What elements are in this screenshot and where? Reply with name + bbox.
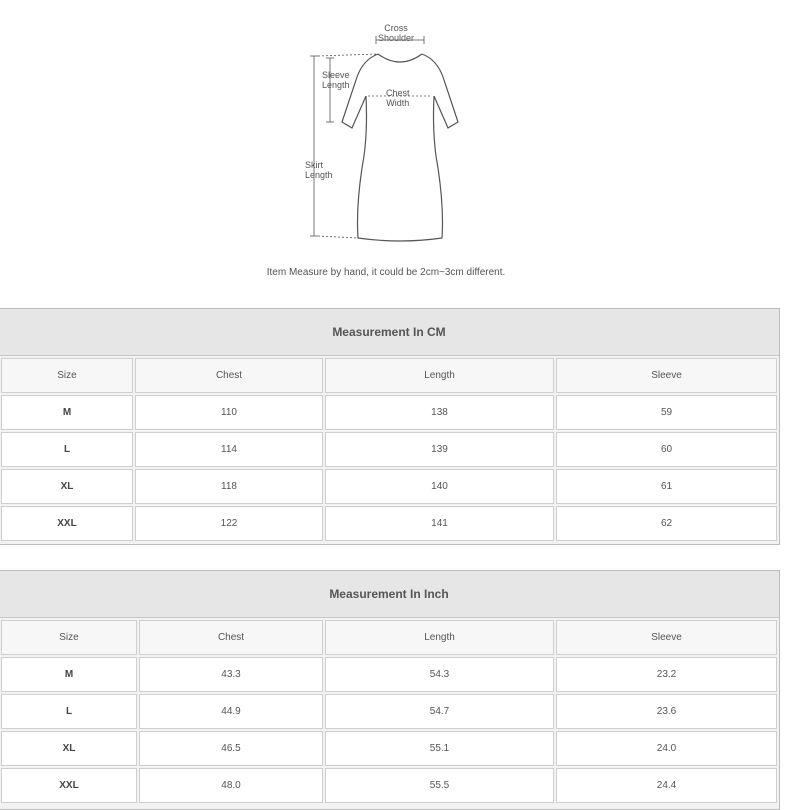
header-sleeve: Sleeve [556,358,777,393]
length-cell: 141 [325,506,554,541]
table-row [1,694,777,729]
sleeve-length-label [322,70,350,90]
cross-shoulder-label-line2: Shoulder [378,33,415,43]
length-cell: 140 [325,469,554,504]
table-row [1,506,777,541]
chest-cell: 122 [135,506,323,541]
sleeve-length-label-line1: Sleeve [322,70,350,80]
header-length: Length [325,358,554,393]
length-cell: 54.7 [325,694,554,729]
skirt-length-label [305,160,333,180]
cm-size-table [0,308,780,545]
sleeve-cell: 61 [556,469,777,504]
length-cell: 54.3 [325,657,554,692]
skirt-length-label-line1: Skirt [305,160,323,170]
chest-cell: 44.9 [139,694,323,729]
length-cell: 55.1 [325,731,554,766]
sleeve-cell: 62 [556,506,777,541]
header-size: Size [1,358,133,393]
length-cell: 138 [325,395,554,430]
table-row [1,469,777,504]
size-cell: XL [1,469,133,504]
table-header-row [1,358,777,393]
table-row [1,395,777,430]
cm-table-grid [0,356,779,543]
inch-table-grid [0,618,779,805]
size-cell: L [1,694,137,729]
measurement-note: Item Measure by hand, it could be 2cm~3cm different. [266,267,506,278]
chest-width-label-line1: Chest [386,88,410,98]
dress-outline-icon [290,18,490,248]
table-header-row [1,620,777,655]
table-row [1,657,777,692]
inch-table-title: Measurement In Inch [0,571,779,618]
chest-cell: 48.0 [139,768,323,803]
chest-cell: 43.3 [139,657,323,692]
sleeve-cell: 23.6 [556,694,777,729]
size-cell: M [1,657,137,692]
header-sleeve: Sleeve [556,620,777,655]
chest-cell: 114 [135,432,323,467]
length-cell: 139 [325,432,554,467]
table-row [1,731,777,766]
header-size: Size [1,620,137,655]
header-chest: Chest [135,358,323,393]
table-row [1,432,777,467]
cross-shoulder-label [378,23,414,43]
chest-cell: 110 [135,395,323,430]
length-cell: 55.5 [325,768,554,803]
header-chest: Chest [139,620,323,655]
chest-cell: 46.5 [139,731,323,766]
skirt-length-label-line2: Length [305,170,333,180]
sleeve-length-label-line2: Length [322,80,350,90]
sleeve-cell: 24.0 [556,731,777,766]
size-cell: XXL [1,768,137,803]
size-cell: M [1,395,133,430]
size-cell: XL [1,731,137,766]
chest-width-label-line2: Width [386,98,410,108]
cm-table-title: Measurement In CM [0,309,779,356]
cross-shoulder-label-line1: Cross [384,23,408,33]
chest-width-label [386,88,410,108]
size-cell: XXL [1,506,133,541]
inch-size-table [0,570,780,810]
chest-cell: 118 [135,469,323,504]
sleeve-cell: 59 [556,395,777,430]
sleeve-cell: 24.4 [556,768,777,803]
sleeve-cell: 60 [556,432,777,467]
size-cell: L [1,432,133,467]
header-length: Length [325,620,554,655]
table-row [1,768,777,803]
sleeve-cell: 23.2 [556,657,777,692]
dress-measurement-diagram [290,18,490,248]
